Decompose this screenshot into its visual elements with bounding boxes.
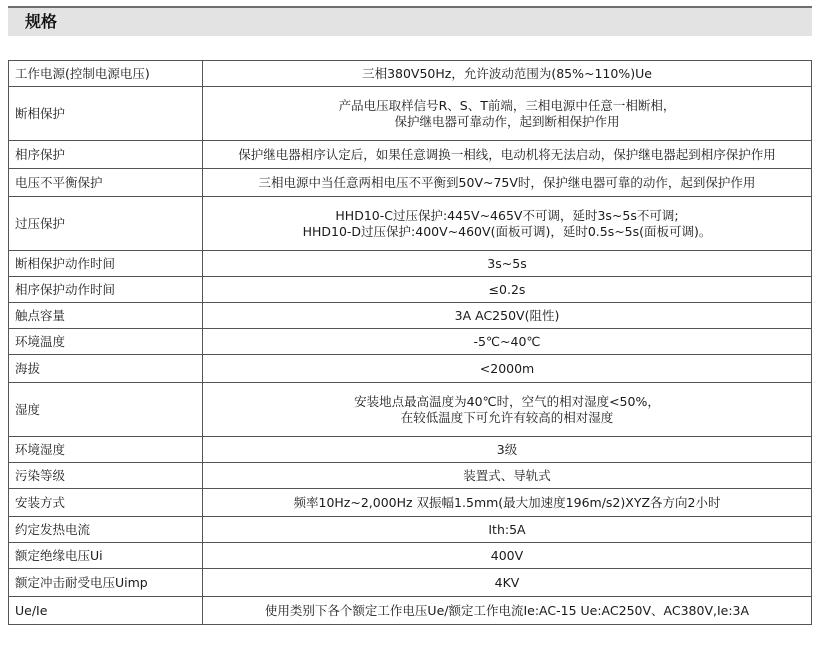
spec-label: 环境湿度: [9, 437, 203, 463]
spec-label: 额定冲击耐受电压Uimp: [9, 569, 203, 597]
table-row: [9, 141, 812, 169]
table-row: [9, 169, 812, 197]
spec-label: 安装方式: [9, 489, 203, 517]
spec-label: 约定发热电流: [9, 517, 203, 543]
table-row: [9, 303, 812, 329]
spec-label: 湿度: [9, 383, 203, 437]
spec-value: 400V: [203, 543, 812, 569]
spec-value: 3s~5s: [203, 251, 812, 277]
spec-value: <2000m: [203, 355, 812, 383]
spec-value: 安装地点最高温度为40℃时，空气的相对湿度<50%， 在较低温度下可允许有较高的相对湿度: [203, 383, 812, 437]
spec-value: Ith:5A: [203, 517, 812, 543]
spec-value: HHD10-C过压保护:445V~465V不可调，延时3s~5s不可调; HHD10-D过压保护:400V~460V(面板可调)，延时0.5s~5s(面板可调)。: [203, 197, 812, 251]
table-row: [9, 61, 812, 87]
spec-value: 频率10Hz~2,000Hz 双振幅1.5mm(最大加速度196m/s2)XYZ各方向2小时: [203, 489, 812, 517]
spec-label: 电压不平衡保护: [9, 169, 203, 197]
table-row: [9, 87, 812, 141]
table-row: [9, 437, 812, 463]
spec-label: 断相保护: [9, 87, 203, 141]
table-row: [9, 517, 812, 543]
spec-value: 保护继电器相序认定后，如果任意调换一相线，电动机将无法启动，保护继电器起到相序保护作用: [203, 141, 812, 169]
section-header: [8, 6, 812, 36]
spec-value: 3级: [203, 437, 812, 463]
spec-value: 4KV: [203, 569, 812, 597]
spec-label: 过压保护: [9, 197, 203, 251]
spec-label: Ue/Ie: [9, 597, 203, 625]
spec-label: 相序保护动作时间: [9, 277, 203, 303]
table-row: [9, 597, 812, 625]
table-row: [9, 489, 812, 517]
spec-label: 相序保护: [9, 141, 203, 169]
table-row: [9, 251, 812, 277]
table-row: [9, 329, 812, 355]
spec-value: ≤0.2s: [203, 277, 812, 303]
spec-value: 装置式、导轨式: [203, 463, 812, 489]
table-row: [9, 569, 812, 597]
spec-label: 额定绝缘电压Ui: [9, 543, 203, 569]
spec-value: 三相380V50Hz，允许波动范围为(85%~110%)Ue: [203, 61, 812, 87]
spec-label: 污染等级: [9, 463, 203, 489]
table-row: [9, 463, 812, 489]
spec-value: 3A AC250V(阻性): [203, 303, 812, 329]
table-row: [9, 383, 812, 437]
table-row: [9, 543, 812, 569]
spec-label: 环境温度: [9, 329, 203, 355]
table-row: [9, 355, 812, 383]
table-row: [9, 277, 812, 303]
spec-value: 三相电源中当任意两相电压不平衡到50V~75V时，保护继电器可靠的动作，起到保护作用: [203, 169, 812, 197]
spec-label: 工作电源(控制电源电压): [9, 61, 203, 87]
spec-value: 产品电压取样信号R、S、T前端，三相电源中任意一相断相， 保护继电器可靠动作，起到断相保护作用: [203, 87, 812, 141]
spec-label: 海拔: [9, 355, 203, 383]
spec-label: 触点容量: [9, 303, 203, 329]
spec-table: [8, 60, 812, 625]
spec-value: 使用类别下各个额定工作电压Ue/额定工作电流Ie:AC-15 Ue:AC250V、AC380V,Ie:3A: [203, 597, 812, 625]
spec-label: 断相保护动作时间: [9, 251, 203, 277]
table-row: [9, 197, 812, 251]
spec-value: -5℃~40℃: [203, 329, 812, 355]
section-title: 规格: [25, 12, 58, 31]
